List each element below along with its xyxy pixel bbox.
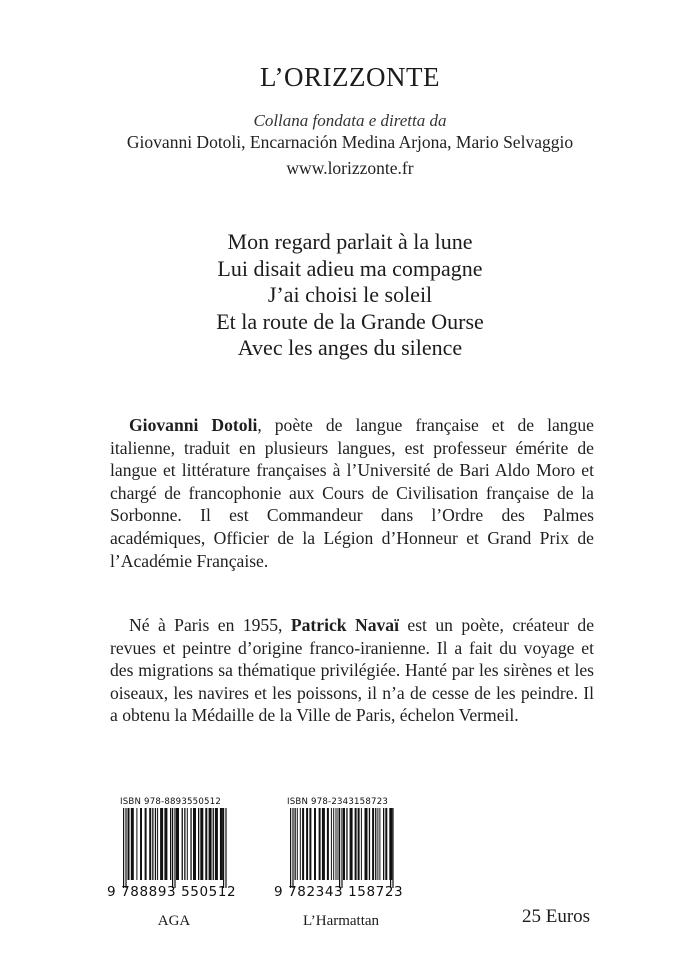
series-subtitle: Collana fondata e diretta da xyxy=(253,111,447,130)
price: 25 Euros xyxy=(522,906,591,927)
bio-text: , poète de langue française et de langue italienne, traduit en plusieurs langues, est professeur émérite de langue et littérature françaises à l’Université de Bari Aldo Moro et chargé de francophonie aux Cours de Civilisation française de la Sorbonne. Il est Commandeur dans l’Ordre des Palmes académiques, Officier de la Légion d’Honneur et Grand Prix de l’Académie Française. xyxy=(110,415,594,571)
isbn-digits: 9 788893 550512 xyxy=(107,884,237,900)
poem-line: Mon regard parlait à la lune xyxy=(227,229,473,254)
barcode-bars-icon xyxy=(290,808,394,888)
isbn-label: ISBN 978-2343158723 xyxy=(287,797,389,807)
poem-line: J’ai choisi le soleil xyxy=(267,282,433,307)
bio-giovanni-dotoli xyxy=(110,414,594,572)
publisher-aga: AGA xyxy=(157,913,191,929)
author-name: Giovanni Dotoli xyxy=(129,415,258,435)
series-directors: Giovanni Dotoli, Encarnación Medina Arjona, Mario Selvaggio xyxy=(126,132,574,152)
barcode-aga xyxy=(107,797,237,900)
publisher-harmattan: L’Harmattan xyxy=(302,913,380,929)
bio-text: est un poète, créateur de revues et peintre d’origine franco-iranienne. Il a fait du voyage et des migrations sa thématique privilégiée. Hanté par les sirènes et les oiseaux, les navires et les poissons, il n’a de cesse de les peindre. Il a obtenu la Médaille de la Ville de Paris, échelon Vermeil. xyxy=(110,615,594,726)
poem-line: Lui disait adieu ma compagne xyxy=(217,255,483,281)
isbn-digits: 9 782343 158723 xyxy=(274,884,404,900)
bio-prefix: Né à Paris en 1955, xyxy=(129,615,291,635)
barcode-harmattan xyxy=(274,797,404,900)
bio-patrick-navai xyxy=(110,614,594,727)
series-website: www.lorizzonte.fr xyxy=(286,158,414,178)
series-title: L’ORIZZONTE xyxy=(260,62,440,92)
author-name: Patrick Navaï xyxy=(290,615,399,635)
poem-line: Et la route de la Grande Ourse xyxy=(216,308,484,334)
poem-line: Avec les anges du silence xyxy=(237,335,463,360)
isbn-label: ISBN 978-8893550512 xyxy=(120,797,222,807)
barcode-bars-icon xyxy=(123,808,227,888)
poem xyxy=(0,229,700,362)
